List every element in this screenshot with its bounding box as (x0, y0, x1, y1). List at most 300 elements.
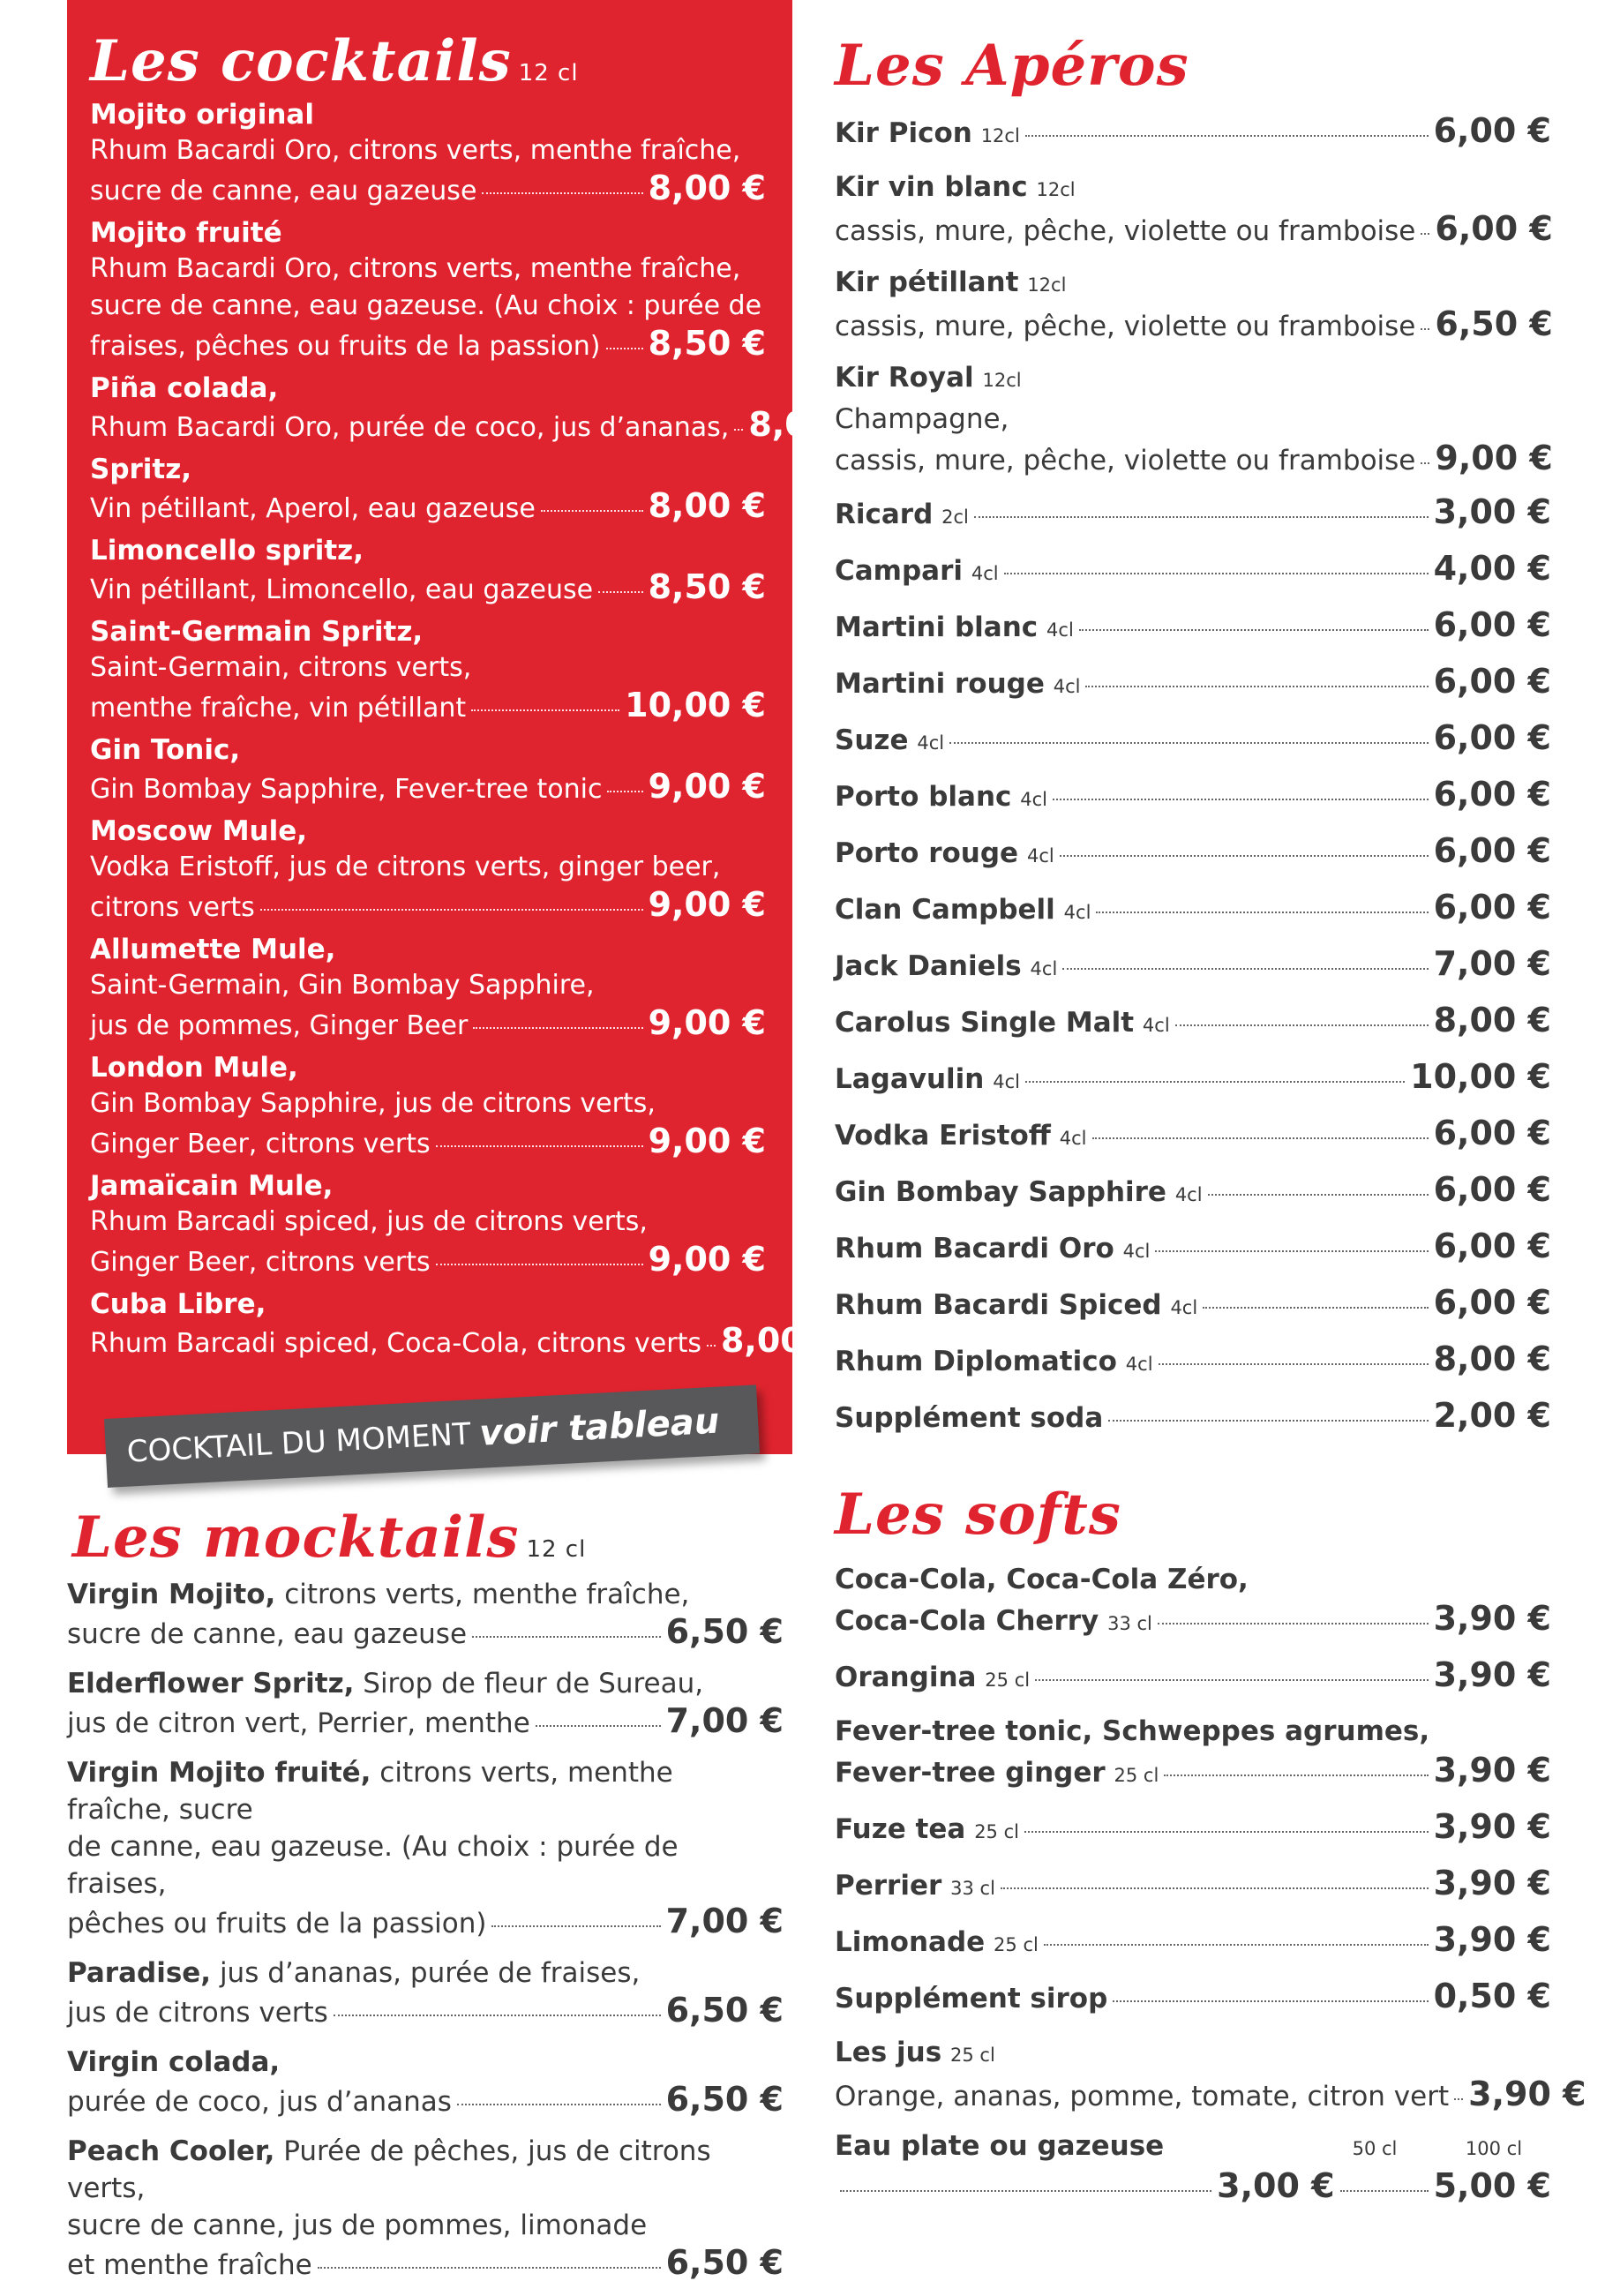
apero-unit: 4cl (1125, 1354, 1153, 1375)
item-price: 8,00 € (720, 1321, 839, 1360)
item-label (835, 1116, 1087, 1158)
apero-name: Porto rouge (835, 837, 1019, 869)
dot-leader (472, 1636, 661, 1638)
item-description: Rhum Barcadi spiced, Coca-Cola, citrons verts (90, 1328, 701, 1359)
soft-unit: 33 cl (950, 1878, 995, 1899)
soft-item (835, 1977, 1551, 2021)
item-description: Ginger Beer, citrons verts (90, 1247, 431, 1278)
item-price: 6,00 € (1433, 1114, 1551, 1152)
soft-name: Coca-Cola Cherry (835, 1605, 1099, 1637)
apero-name: Clan Campbell (835, 894, 1055, 926)
apero-name-line (835, 358, 1551, 400)
cocktail-description-line: Vodka Eristoff, jus de citrons verts, ginger beer, (90, 852, 721, 882)
apero-item (835, 1170, 1551, 1214)
apero-unit: 12cl (1027, 274, 1067, 296)
price-row (835, 1283, 1551, 1327)
soft-item (835, 1807, 1551, 1851)
item-price: 0,50 € (1433, 1977, 1551, 2015)
item-price: 6,00 € (1433, 718, 1551, 757)
apero-name: Rhum Diplomatico (835, 1346, 1117, 1377)
apero-name: Martini blanc (835, 612, 1039, 643)
price-row (90, 886, 766, 927)
item-price: 9,00 € (1435, 439, 1553, 477)
soft-name: Les jus (835, 2037, 942, 2068)
price-row (67, 1613, 784, 1653)
dot-leader (260, 909, 643, 911)
item-price: 3,90 € (1433, 1599, 1551, 1638)
item-label (835, 1979, 1107, 2021)
aperos-title: Les Apéros (835, 33, 1189, 99)
item-label (835, 1399, 1103, 1440)
apero-unit: 4cl (1170, 1297, 1198, 1318)
soft-name: Orangina (835, 1662, 977, 1693)
cocktail-name: Limoncello spritz, (90, 535, 364, 566)
cocktail-name: Cuba Libre, (90, 1288, 266, 1320)
item-description: jus de citron vert, Perrier, menthe (67, 1707, 530, 1739)
cocktail-item (90, 932, 766, 1045)
apero-item (835, 1057, 1551, 1101)
item-label (835, 1229, 1150, 1271)
apero-item (835, 111, 1551, 155)
cocktail-item (90, 1050, 766, 1163)
item-label (835, 1060, 1020, 1101)
soft-item (835, 1920, 1551, 1964)
dot-leader (482, 192, 642, 194)
cocktail-item (90, 732, 766, 808)
item-price: 8,00 € (1433, 1001, 1551, 1039)
price-row (835, 1227, 1551, 1271)
mocktail-first-line (67, 2133, 784, 2207)
apero-item (835, 1283, 1551, 1327)
water-size-2: 100 cl (1465, 2138, 1523, 2159)
dot-leader (1025, 135, 1429, 137)
item-price: 6,00 € (1433, 662, 1551, 701)
cocktail-item (90, 1287, 839, 1362)
item-price: 3,90 € (1433, 1807, 1551, 1846)
price-row (835, 662, 1551, 706)
price-row (835, 1396, 1551, 1440)
item-description: Rhum Bacardi Oro, purée de coco, jus d’ananas, (90, 412, 730, 443)
item-price: 3,90 € (1433, 1864, 1551, 1902)
dot-leader (1060, 855, 1429, 857)
mocktail-item (67, 1576, 784, 1653)
apero-item (835, 605, 1551, 649)
item-description: cassis, mure, pêche, violette ou framboise (835, 445, 1416, 476)
mocktail-description: Purée de pêches, jus de citrons verts, (67, 2135, 711, 2204)
item-price: 10,00 € (625, 686, 766, 724)
apero-item (835, 549, 1551, 593)
cocktails-section (67, 0, 866, 1454)
dot-leader (1108, 1420, 1428, 1422)
soft-item (835, 1864, 1551, 1908)
apero-name: Kir vin blanc (835, 171, 1028, 203)
item-description: cassis, mure, pêche, violette ou framboise (835, 311, 1416, 342)
apero-name: Gin Bombay Sapphire (835, 1176, 1166, 1208)
dot-leader (1340, 2190, 1429, 2192)
price-row (835, 775, 1551, 819)
softs-title: Les softs (835, 1482, 1121, 1548)
dot-leader (1175, 1024, 1429, 1026)
mocktail-description-line: sucre de canne, jus de pommes, limonade (67, 2210, 648, 2241)
item-label (835, 495, 969, 536)
price-row (90, 768, 766, 808)
item-price: 6,00 € (1433, 111, 1551, 150)
price-row (835, 1655, 1551, 1699)
soft-unit: 25 cl (950, 2045, 995, 2066)
cocktail-item (90, 533, 766, 609)
price-row (90, 568, 766, 609)
item-description: citrons verts (90, 892, 255, 923)
cocktail-description-line: Saint-Germain, citrons verts, (90, 652, 472, 683)
item-label (835, 1342, 1153, 1384)
soft-name: Perrier (835, 1870, 942, 1902)
mocktail-description: citrons verts, menthe fraîche, sucre (67, 1757, 673, 1826)
price-row (90, 169, 766, 210)
apero-name-line (835, 168, 1551, 209)
dot-leader (1092, 1137, 1429, 1139)
dot-leader (1024, 1831, 1429, 1833)
cocktail-description-line: Saint-Germain, Gin Bombay Sapphire, (90, 970, 595, 1001)
item-price: 6,00 € (1433, 1170, 1551, 1209)
cocktail-item (90, 614, 766, 727)
price-row (835, 1001, 1551, 1045)
price-row (835, 1170, 1551, 1214)
apero-item (835, 888, 1551, 932)
cocktail-name: Gin Tonic, (90, 734, 241, 766)
item-price: 10,00 € (1410, 1057, 1551, 1096)
cocktail-name: Spritz, (90, 454, 192, 485)
price-row (835, 1977, 1551, 2021)
apero-name: Martini rouge (835, 668, 1045, 700)
item-label (835, 1810, 1019, 1851)
price-row (90, 1122, 766, 1163)
dot-leader (536, 1725, 661, 1727)
mocktail-name: Virgin Mojito fruité, (67, 1757, 371, 1789)
item-price: 8,00 € (648, 486, 766, 525)
apero-unit: 4cl (971, 563, 999, 584)
water-item (835, 2128, 1551, 2205)
dot-leader (1096, 912, 1428, 913)
mocktail-name: Virgin Mojito, (67, 1579, 276, 1610)
item-price: 6,00 € (1433, 888, 1551, 927)
dot-leader (1454, 2098, 1463, 2100)
soft-unit: 33 cl (1107, 1613, 1152, 1634)
item-price: 7,00 € (665, 1902, 784, 1940)
dot-leader (1421, 462, 1429, 464)
price-row (67, 1702, 784, 1742)
soft-unit: 25 cl (974, 1821, 1019, 1842)
apero-item (835, 662, 1551, 706)
item-description: et menthe fraîche (67, 2249, 312, 2281)
dot-leader (318, 2267, 661, 2269)
price-row (67, 1902, 784, 1942)
cocktail-name: Allumette Mule, (90, 934, 336, 965)
item-description: jus de citrons verts (67, 1997, 328, 2029)
item-description: Vin pétillant, Aperol, eau gazeuse (90, 493, 536, 524)
price-row (835, 1807, 1551, 1851)
banner-emphasis: voir tableau (478, 1400, 721, 1454)
dot-leader (607, 791, 642, 792)
item-price: 3,00 € (1433, 492, 1551, 531)
dot-leader (1158, 1623, 1429, 1624)
cocktail-description-line: sucre de canne, eau gazeuse. (Au choix : purée de (90, 290, 762, 321)
dot-leader (1208, 1194, 1429, 1196)
item-label (835, 721, 944, 762)
item-description: Vin pétillant, Limoncello, eau gazeuse (90, 574, 594, 605)
soft-name: Limonade (835, 1926, 986, 1958)
apero-name: Ricard (835, 499, 934, 530)
apero-name: Vodka Eristoff (835, 1120, 1051, 1152)
dot-leader (1001, 1887, 1429, 1889)
item-label (835, 1658, 1030, 1699)
dot-leader (1164, 1775, 1428, 1776)
soft-name: Fuze tea (835, 1813, 966, 1845)
soft-item (835, 1712, 1551, 1795)
apero-name: Kir pétillant (835, 266, 1019, 298)
item-price: 6,00 € (1433, 831, 1551, 870)
water-price-2: 5,00 € (1433, 2166, 1551, 2205)
item-description: sucre de canne, eau gazeuse (90, 176, 477, 206)
item-label (835, 1866, 995, 1908)
price-row (835, 209, 1551, 251)
apero-item (835, 1227, 1551, 1271)
apero-item (835, 1396, 1551, 1440)
apero-name: Porto blanc (835, 781, 1012, 813)
item-label (835, 551, 999, 593)
banner-text: COCKTAIL DU MOMENT (125, 1416, 472, 1470)
item-description: purée de coco, jus d’ananas (67, 2086, 452, 2118)
dot-leader (707, 1345, 716, 1347)
dot-leader (974, 516, 1429, 518)
cocktail-item (90, 97, 766, 210)
dot-leader (1203, 1307, 1428, 1309)
cocktail-item (90, 814, 766, 927)
cocktail-name: Mojito original (90, 99, 314, 131)
mocktail-name: Peach Cooler, (67, 2135, 275, 2167)
apero-name: Supplément soda (835, 1402, 1104, 1434)
apero-unit: 4cl (1063, 902, 1091, 923)
apero-list (835, 111, 1551, 1440)
item-label (835, 1602, 1152, 1643)
apero-item (835, 168, 1551, 251)
cocktail-name: London Mule, (90, 1052, 298, 1084)
mocktail-description: Sirop de fleur de Sureau, (354, 1668, 704, 1699)
price-row (90, 487, 766, 528)
price-row (835, 1599, 1551, 1643)
mocktail-item (67, 2044, 784, 2120)
item-price: 9,00 € (648, 1122, 766, 1160)
apero-name-line (835, 263, 1551, 304)
item-price: 2,00 € (1433, 1396, 1551, 1435)
mocktail-item (67, 1754, 784, 1942)
dot-leader (606, 348, 643, 349)
item-price: 8,00 € (648, 169, 766, 207)
cocktail-name: Mojito fruité (90, 217, 282, 249)
price-row (90, 325, 766, 365)
price-row (835, 831, 1551, 875)
item-price: 7,00 € (1433, 944, 1551, 983)
apero-unit: 4cl (1026, 845, 1054, 867)
dot-leader (1159, 1363, 1429, 1365)
cocktail-item (90, 215, 766, 365)
price-row (835, 1057, 1551, 1101)
apero-item (835, 944, 1551, 988)
price-row (67, 1992, 784, 2031)
apero-item (835, 492, 1551, 536)
soft-name-line: Coca-Cola, Coca-Cola Zéro, (835, 1564, 1249, 1595)
mocktail-name: Paradise, (67, 1957, 212, 1989)
apero-unit: 4cl (1046, 619, 1074, 641)
item-price: 8,00 € (1433, 1339, 1551, 1378)
dot-leader (1044, 1944, 1429, 1946)
item-price: 6,00 € (1433, 1227, 1551, 1265)
apero-name: Kir Royal (835, 362, 974, 394)
mocktail-list (67, 1576, 784, 2284)
mocktail-first-line (67, 1576, 784, 1613)
dot-leader (1155, 1250, 1428, 1252)
apero-description-line: Champagne, (835, 403, 1009, 435)
apero-item (835, 1339, 1551, 1384)
item-label (835, 1286, 1197, 1327)
price-row (67, 2081, 784, 2120)
price-row (835, 944, 1551, 988)
item-label (835, 1923, 1039, 1964)
apero-unit: 4cl (1142, 1015, 1170, 1036)
price-row (67, 2244, 784, 2284)
cocktail-name: Jamaïcain Mule, (90, 1170, 334, 1202)
item-price: 6,00 € (1433, 605, 1551, 644)
item-price: 6,00 € (1435, 209, 1553, 248)
dot-leader (949, 742, 1428, 744)
cocktail-list (90, 97, 866, 1362)
dot-leader (840, 2190, 1211, 2192)
cocktail-name: Saint-Germain Spritz, (90, 616, 424, 648)
apero-unit: 4cl (993, 1071, 1020, 1092)
item-price: 6,50 € (1435, 304, 1553, 343)
item-description: pêches ou fruits de la passion) (67, 1908, 487, 1940)
dot-leader (471, 709, 619, 711)
dot-leader (436, 1145, 643, 1147)
item-label (835, 890, 1091, 932)
item-label (835, 1753, 1159, 1795)
price-row (835, 718, 1551, 762)
mocktail-item (67, 1955, 784, 2031)
item-description: cassis, mure, pêche, violette ou framboise (835, 215, 1416, 247)
dot-leader (1025, 1081, 1405, 1083)
price-row (835, 111, 1551, 155)
dot-leader (1053, 799, 1429, 800)
apero-name: Suze (835, 724, 909, 756)
apero-unit: 4cl (1030, 958, 1058, 979)
apero-name: Carolus Single Malt (835, 1007, 1135, 1039)
item-price: 3,90 € (1468, 2075, 1586, 2113)
mocktail-name: Virgin colada, (67, 2046, 281, 2078)
soft-unit: 25 cl (1114, 1765, 1159, 1786)
item-price: 9,00 € (648, 767, 766, 806)
cocktail-name: Moscow Mule, (90, 815, 308, 847)
dot-leader (457, 2104, 661, 2105)
cocktail-item (90, 371, 866, 446)
item-price: 3,90 € (1433, 1751, 1551, 1790)
apero-unit: 4cl (1020, 789, 1048, 810)
cocktail-item (90, 1168, 766, 1281)
item-label (835, 608, 1074, 649)
water-name: Eau plate ou gazeuse (835, 2130, 1165, 2162)
price-row (835, 439, 1551, 480)
item-description: Ginger Beer, citrons verts (90, 1129, 431, 1159)
soft-item (835, 1560, 1551, 1643)
mocktails-title: Les mocktails 12 cl (72, 1504, 587, 1571)
item-description: fraises, pêches ou fruits de la passion) (90, 331, 601, 362)
item-price: 6,50 € (665, 2080, 784, 2119)
mocktail-first-line (67, 1665, 784, 1702)
aperos-section (835, 26, 1551, 1452)
dot-leader (1079, 629, 1429, 631)
price-row (835, 888, 1551, 932)
dot-leader (541, 510, 643, 512)
item-price: 6,00 € (1433, 1283, 1551, 1322)
dot-leader (1421, 328, 1429, 330)
soft-name: Supplément sirop (835, 1983, 1108, 2015)
cocktail-description-line: Rhum Bacardi Oro, citrons verts, menthe fraîche, (90, 253, 741, 284)
mocktail-first-line (67, 1955, 784, 1992)
price-row (835, 2075, 1586, 2116)
item-price: 8,00 € (748, 405, 866, 444)
price-row (835, 1864, 1551, 1908)
apero-item (835, 263, 1551, 346)
mocktail-name: Elderflower Spritz, (67, 1668, 355, 1699)
price-row (90, 1004, 766, 1045)
soft-unit: 25 cl (994, 1934, 1039, 1955)
soft-name-line: Fever-tree tonic, Schweppes agrumes, (835, 1715, 1430, 1747)
apero-unit: 4cl (1174, 1184, 1203, 1205)
dot-leader (1035, 1679, 1428, 1681)
soft-name-line (835, 2033, 1551, 2075)
mocktails-section (67, 1500, 784, 2296)
mocktail-description: citrons verts, menthe fraîche, (275, 1579, 690, 1610)
apero-name: Lagavulin (835, 1063, 985, 1095)
apero-name: Rhum Bacardi Oro (835, 1233, 1114, 1264)
item-price: 6,50 € (665, 1991, 784, 2030)
apero-unit: 2cl (941, 506, 969, 528)
item-label (835, 664, 1080, 706)
mocktail-item (67, 1665, 784, 1742)
item-price: 9,00 € (648, 885, 766, 924)
item-description: jus de pommes, Ginger Beer (90, 1010, 469, 1041)
mocktails-unit: 12 cl (526, 1536, 587, 1563)
soft-list (835, 1560, 1586, 2116)
price-row (90, 1241, 766, 1281)
price-row (90, 687, 766, 727)
price-row (90, 1321, 839, 1362)
apero-unit: 4cl (1053, 676, 1081, 697)
apero-item (835, 1114, 1551, 1158)
dot-leader (1085, 686, 1428, 687)
cocktail-description-line: Gin Bombay Sapphire, jus de citrons verts, (90, 1088, 656, 1119)
item-price: 3,90 € (1433, 1655, 1551, 1694)
cocktail-item (90, 452, 766, 528)
apero-item (835, 358, 1551, 480)
water-price-1: 3,00 € (1217, 2166, 1335, 2205)
item-label (835, 777, 1047, 819)
item-price: 9,00 € (648, 1240, 766, 1279)
apero-unit: 4cl (917, 732, 945, 754)
softs-section (835, 1475, 1586, 2205)
item-price: 4,00 € (1433, 549, 1551, 588)
item-price: 7,00 € (665, 1701, 784, 1740)
dot-leader (491, 1925, 660, 1927)
price-row (835, 1751, 1551, 1795)
